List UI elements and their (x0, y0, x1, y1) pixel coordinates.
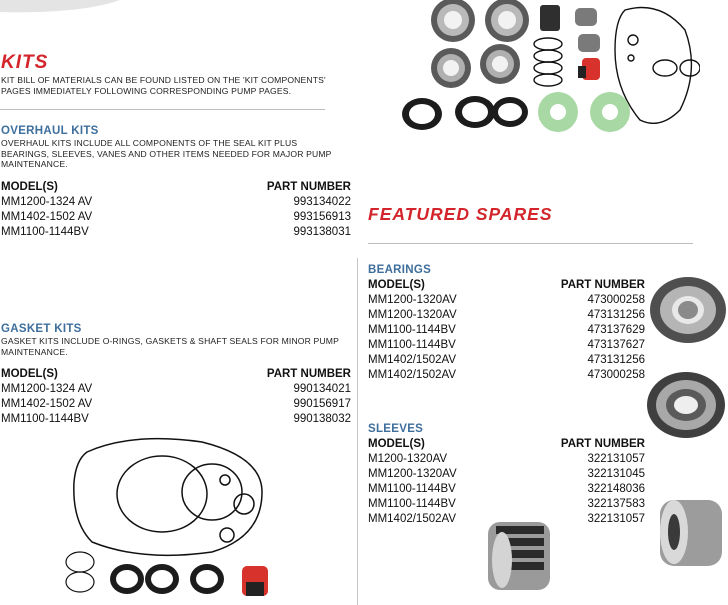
part-number-column-header: PART NUMBER (266, 368, 351, 380)
model-cell: MM1402/1502AV (368, 369, 457, 381)
featured-divider (368, 243, 693, 244)
model-cell: MM1402-1502 AV (1, 211, 93, 223)
o-ring-icon (66, 552, 94, 592)
sleeves-heading: SLEEVES (368, 423, 424, 435)
table-row (368, 323, 645, 338)
red-cap-icon (242, 566, 268, 596)
part-cell: 990138032 (293, 413, 351, 425)
model-cell: MM1402/1502AV (368, 513, 457, 525)
model-cell: MM1402-1502 AV (1, 398, 93, 410)
kits-divider (0, 109, 325, 110)
table-row (1, 412, 351, 427)
coupling-icon (590, 92, 630, 132)
model-column-header: MODEL(S) (368, 438, 425, 450)
part-number-column-header: PART NUMBER (266, 181, 351, 193)
model-cell: MM1100-1144BV (368, 339, 456, 351)
part-cell: 990134021 (293, 383, 351, 395)
sleeve-icon (540, 5, 560, 31)
bearings-heading: BEARINGS (368, 264, 432, 276)
table-row (1, 225, 351, 240)
shaft-seal-icon (402, 98, 442, 130)
part-cell: 473131256 (587, 309, 645, 321)
shaft-seal-icon (190, 564, 224, 594)
gasket-kits-table (1, 367, 351, 427)
table-header (368, 437, 645, 452)
table-row (368, 482, 645, 497)
model-cell: MM1100-1144BV (368, 498, 456, 510)
table-row (368, 293, 645, 308)
part-cell: 322148036 (587, 483, 645, 495)
table-row (368, 368, 645, 383)
sleeve-photo (652, 492, 728, 574)
model-cell: MM1200-1320AV (368, 309, 457, 321)
table-row (1, 382, 351, 397)
column-divider (357, 258, 358, 605)
table-row (368, 353, 645, 368)
part-cell: 473137627 (587, 339, 645, 351)
shaft-seal-icon (145, 564, 179, 594)
bearing-icon (647, 372, 725, 438)
bearing-photo (648, 275, 728, 345)
table-row (368, 452, 645, 467)
part-cell: 473000258 (587, 294, 645, 306)
overhaul-kits-description: OVERHAUL KITS INCLUDE ALL COMPONENTS OF THE SEAL KIT PLUS BEARINGS, SLEEVES, VANES AND OTHER ITEMS NEEDED FOR MAJOR PUMP MAINTENANCE. (1, 138, 332, 170)
gasket-kits-description: GASKET KITS INCLUDE O-RINGS, GASKETS & SHAFT SEALS FOR MINOR PUMP MAINTENANCE. (1, 336, 339, 357)
model-cell: MM1200-1324 AV (1, 383, 93, 395)
table-row (368, 467, 645, 482)
model-cell: MM1100-1144BV (1, 226, 89, 238)
part-cell: 322131045 (587, 468, 645, 480)
coupling-icon (538, 92, 578, 132)
model-cell: MM1100-1144BV (368, 324, 456, 336)
model-cell: MM1200-1324 AV (1, 196, 93, 208)
part-number-column-header: PART NUMBER (560, 279, 645, 291)
sleeve-icon (660, 500, 722, 566)
part-cell: 993134022 (293, 196, 351, 208)
model-cell: M1200-1320AV (368, 453, 448, 465)
sleeve-photo (482, 512, 557, 597)
model-column-header: MODEL(S) (1, 181, 58, 193)
part-cell: 322137583 (587, 498, 645, 510)
overhaul-kits-table (1, 180, 351, 240)
table-row (368, 308, 645, 323)
kits-title: KITS (1, 52, 49, 73)
shaft-seal-icon (492, 97, 528, 127)
sleeve-icon (575, 8, 597, 26)
bearing-icon (431, 48, 471, 88)
part-number-column-header: PART NUMBER (560, 438, 645, 450)
featured-spares-title: FEATURED SPARES (368, 204, 553, 224)
part-cell: 322131057 (587, 513, 645, 525)
model-cell: MM1200-1320AV (368, 468, 457, 480)
red-cap-icon (578, 58, 600, 80)
part-cell: 993156913 (293, 211, 351, 223)
part-cell: 473131256 (587, 354, 645, 366)
part-cell: 990156917 (293, 398, 351, 410)
bearing-photo (645, 370, 728, 440)
model-column-header: MODEL(S) (368, 279, 425, 291)
model-cell: MM1402/1502AV (368, 354, 457, 366)
overhaul-kits-heading: OVERHAUL KITS (1, 125, 99, 137)
table-row (368, 338, 645, 353)
bearing-icon (431, 0, 475, 42)
table-header (368, 278, 645, 293)
part-cell: 993138031 (293, 226, 351, 238)
part-cell: 473137629 (587, 324, 645, 336)
bearing-icon (480, 44, 520, 84)
sleeve-icon (488, 522, 550, 590)
table-row (1, 397, 351, 412)
shaft-seal-icon (455, 96, 495, 128)
gasket-kits-heading: GASKET KITS (1, 323, 82, 335)
bearings-table (368, 278, 645, 383)
gasket-icon (74, 439, 262, 556)
model-cell: MM1200-1320AV (368, 294, 457, 306)
shaft-seal-icon (110, 564, 144, 594)
table-header (1, 367, 351, 382)
model-cell: MM1100-1144BV (368, 483, 456, 495)
table-header (1, 180, 351, 195)
bearing-icon (485, 0, 529, 42)
model-column-header: MODEL(S) (1, 368, 58, 380)
part-cell: 322131057 (587, 453, 645, 465)
overhaul-kit-photo (400, 0, 700, 140)
part-cell: 473000258 (587, 369, 645, 381)
kits-description: KIT BILL OF MATERIALS CAN BE FOUND LISTED ON THE 'KIT COMPONENTS' PAGES IMMEDIATELY FOLLOWING CORRESPONDING PUMP PAGES. (1, 75, 326, 96)
table-row (368, 497, 645, 512)
o-ring-icon (534, 38, 562, 86)
header-swoosh-graphic (0, 0, 120, 14)
table-row (1, 210, 351, 225)
sleeve-icon (578, 34, 600, 52)
bearing-icon (650, 277, 726, 343)
table-row (1, 195, 351, 210)
model-cell: MM1100-1144BV (1, 413, 89, 425)
gasket-kit-photo (62, 432, 272, 602)
